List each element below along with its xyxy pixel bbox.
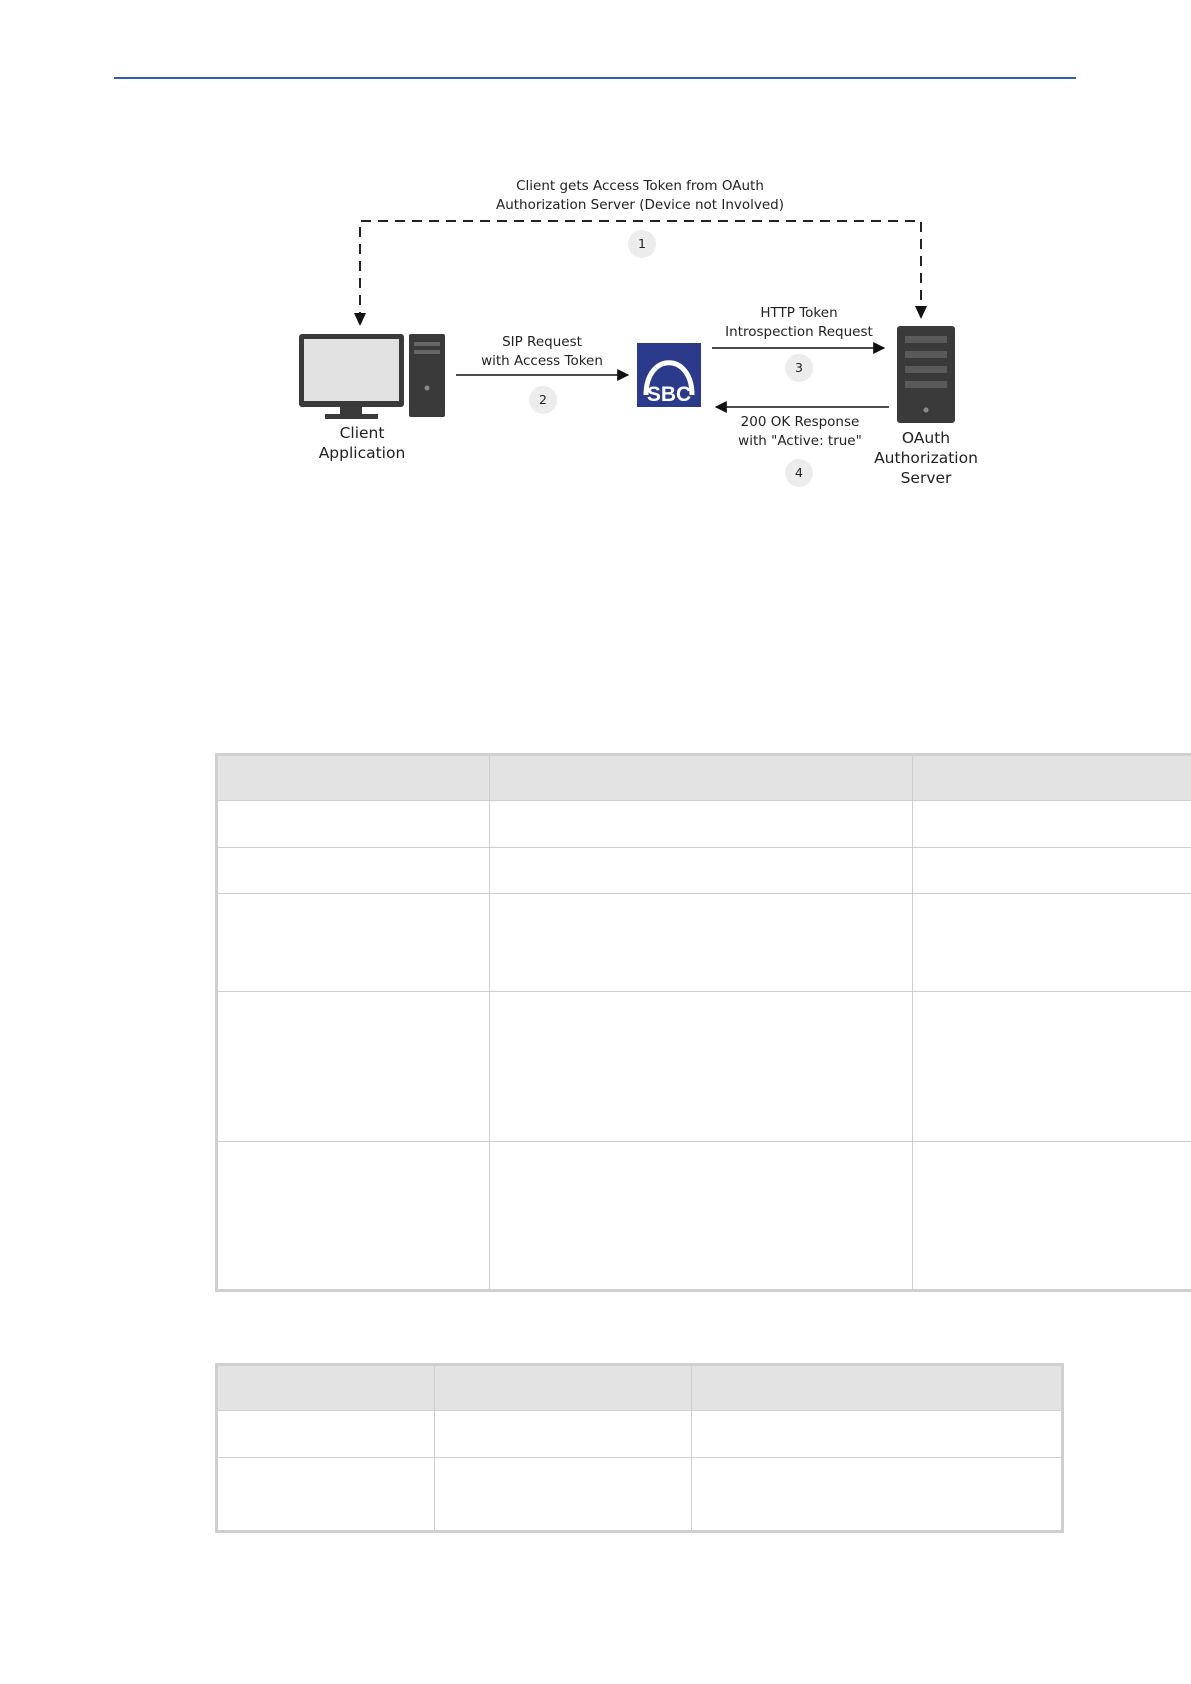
table-cell: [217, 801, 490, 848]
top-label-line1: Client gets Access Token from OAuth: [516, 178, 764, 194]
table-cell: [913, 992, 1191, 1142]
server-label-line3: Server: [900, 469, 952, 487]
oauth-flow-diagram: [0, 0, 1191, 560]
client-computer-icon: [299, 334, 445, 419]
table-row: [217, 894, 1191, 992]
step-badge-3: 3: [785, 354, 813, 382]
top-label: [490, 177, 790, 215]
table-cell: [490, 992, 913, 1142]
table-cell: [217, 992, 490, 1142]
step2-label-line1: SIP Request: [502, 334, 582, 350]
table-row: [217, 1411, 1063, 1458]
table-cell: [490, 894, 913, 992]
table-row: [217, 992, 1191, 1142]
table-cell: [913, 801, 1191, 848]
dashed-arrowhead-server: [915, 306, 927, 319]
step4-label-line1: 200 OK Response: [740, 414, 860, 430]
table-2-header-cell: [691, 1365, 1062, 1411]
step2-label: [462, 333, 622, 371]
table-2-header-cell: [217, 1365, 435, 1411]
step3-label-line1: HTTP Token: [760, 305, 838, 321]
sbc-logo: [637, 343, 701, 407]
table-cell: [217, 1411, 435, 1458]
table-2-header-row: [217, 1365, 1063, 1411]
table-2: [215, 1363, 1064, 1533]
step4-label-line2: with "Active: true": [738, 433, 862, 449]
table-cell: [217, 1458, 435, 1532]
oauth-server-icon: [897, 326, 955, 423]
step-badge-2: 2: [529, 386, 557, 414]
server-label: [866, 428, 986, 488]
step2-label-line2: with Access Token: [481, 353, 603, 369]
server-label-line2: Authorization: [874, 449, 978, 467]
table-cell: [217, 894, 490, 992]
diagram-graphics: [0, 0, 1191, 560]
step-badge-1: 1: [628, 230, 656, 258]
step-badge-4: 4: [785, 459, 813, 487]
step3-label-line2: Introspection Request: [725, 324, 873, 340]
table-cell: [913, 848, 1191, 894]
table-1-header-row: [217, 755, 1191, 801]
table-cell: [490, 848, 913, 894]
table-cell: [913, 1142, 1191, 1291]
svg-text:SBC: SBC: [646, 383, 692, 406]
table-cell: [913, 894, 1191, 992]
server-label-line1: OAuth: [901, 429, 951, 447]
top-label-line2: Authorization Server (Device not Involved): [495, 197, 785, 213]
client-label-line1: Client: [339, 424, 385, 442]
table-1-header-cell: [217, 755, 490, 801]
table-row: [217, 1142, 1191, 1291]
table-cell: [691, 1458, 1062, 1532]
table-1: [215, 753, 1191, 1292]
table-cell: [217, 848, 490, 894]
table-row: [217, 1458, 1063, 1532]
table-cell: [217, 1142, 490, 1291]
step3-label: [718, 304, 880, 342]
table-1-header-cell: [913, 755, 1191, 801]
table-row: [217, 801, 1191, 848]
dashed-arrowhead-client: [354, 313, 366, 326]
table-cell: [435, 1411, 691, 1458]
table-row: [217, 848, 1191, 894]
client-label: [302, 423, 422, 463]
step4-label: [720, 413, 880, 451]
table-cell: [435, 1458, 691, 1532]
table-1-header-cell: [490, 755, 913, 801]
client-label-line2: Application: [318, 444, 406, 462]
table-cell: [490, 1142, 913, 1291]
table-cell: [490, 801, 913, 848]
table-2-header-cell: [435, 1365, 691, 1411]
table-cell: [691, 1411, 1062, 1458]
